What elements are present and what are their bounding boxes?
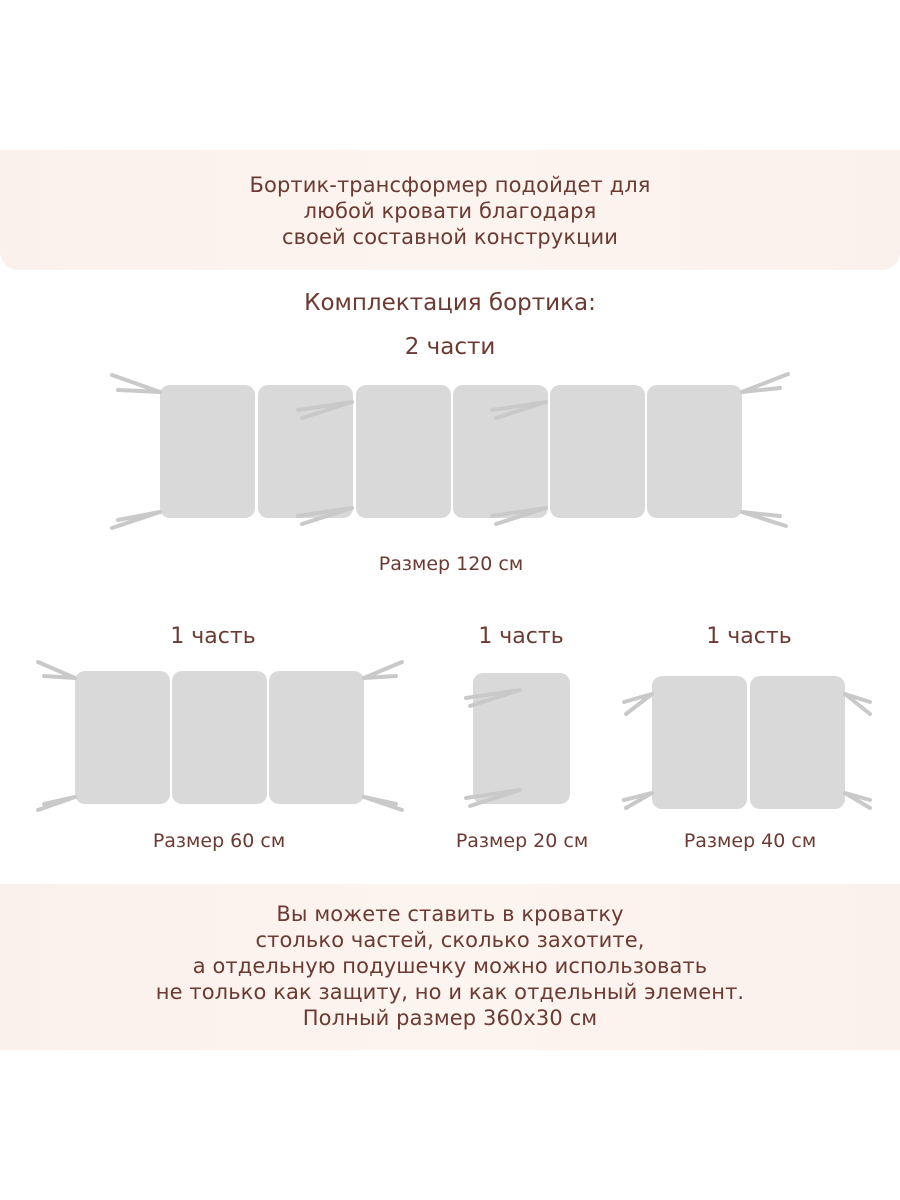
bumper-120-illustration: [112, 374, 788, 528]
intro-line: Бортик-трансформер подойдет для: [249, 173, 651, 197]
part-20-size: Размер 20 см: [455, 830, 589, 852]
main-part-size: Размер 120 см: [378, 553, 524, 575]
outro-line: Полный размер 360х30 см: [302, 1006, 598, 1030]
outro-line: а отдельную подушечку можно использовать: [192, 954, 708, 978]
outro-line: Вы можете ставить в кроватку: [276, 902, 624, 926]
outro-text: [0, 901, 900, 1031]
part-20-count: 1 часть: [478, 624, 564, 649]
bumper-60-illustration: [38, 662, 402, 810]
outro-line: столько частей, сколько захотите,: [255, 928, 645, 952]
kit-heading: Комплектация бортика:: [304, 290, 596, 316]
bumper-40-illustration: [624, 676, 870, 809]
part-60-size: Размер 60 см: [152, 830, 286, 852]
part-60-count: 1 часть: [170, 624, 256, 649]
main-part-count: 2 части: [404, 334, 496, 360]
intro-line: любой кровати благодаря: [303, 199, 597, 223]
part-40-size: Размер 40 см: [683, 830, 817, 852]
bumper-20-illustration: [466, 673, 570, 806]
intro-line: своей составной конструкции: [281, 225, 619, 249]
part-40-count: 1 часть: [706, 624, 792, 649]
outro-line: не только как защиту, но и как отдельный элемент.: [155, 980, 745, 1004]
